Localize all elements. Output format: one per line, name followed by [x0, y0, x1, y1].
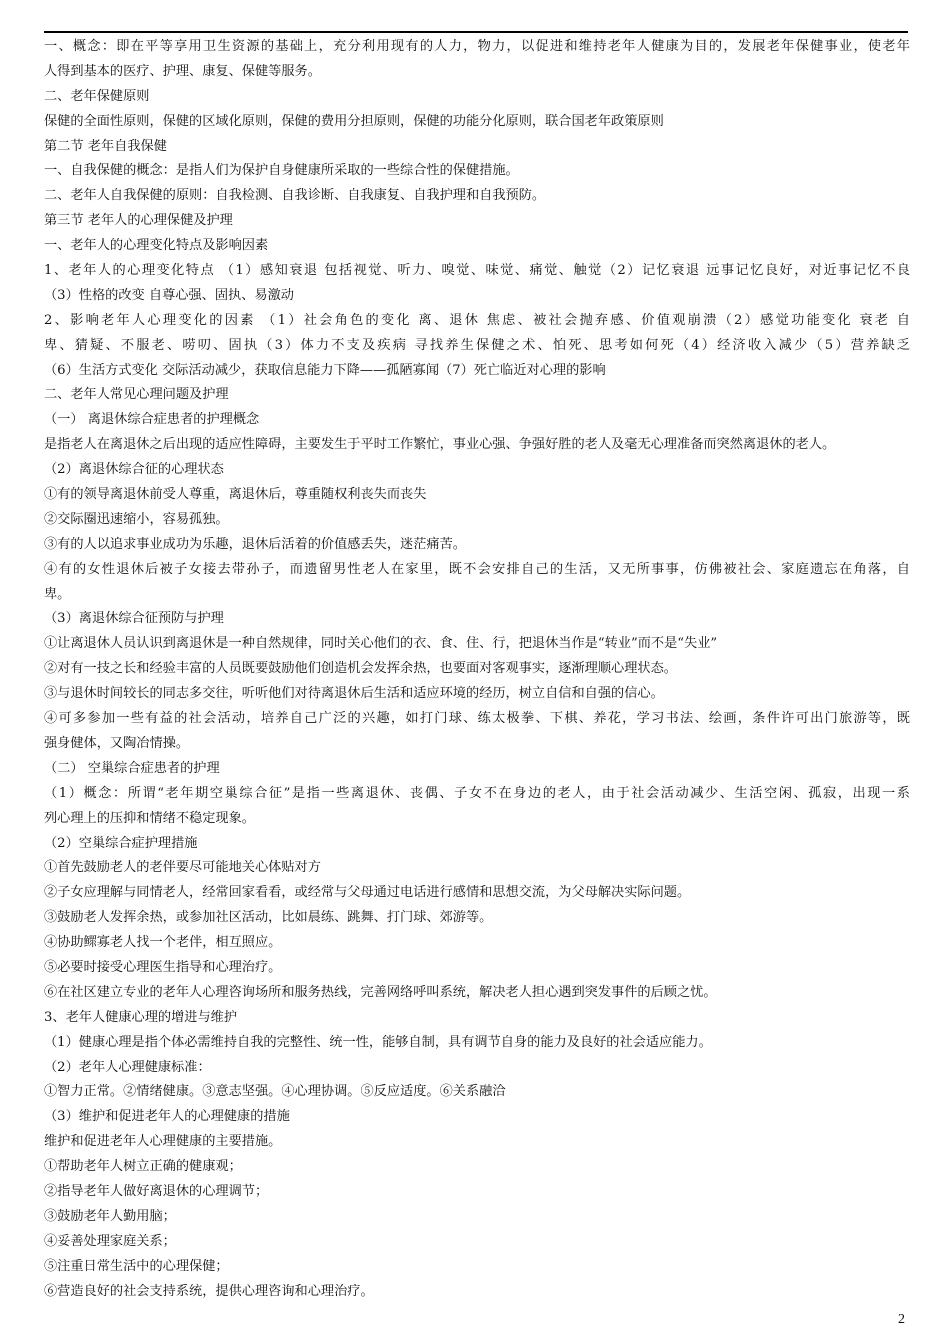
text-line: ①帮助老年人树立正确的健康观； — [44, 1159, 242, 1175]
text-line: ②交际圈迅速缩小，容易孤独。 — [44, 511, 229, 527]
text-line: 是指老人在离退休之后出现的适应性障碍，主要发生于平时工作繁忙，事业心强、争强好胜的老人及毫无心理准备而突然离退休的老人。 — [44, 437, 836, 453]
text-line: 2、影响老年人心理变化的因素 （1）社会角色的变化 离、退休 焦虑、被社会抛弃感、价值观崩溃（2）感觉功能变化 衰老 自 — [44, 312, 910, 328]
text-line: ②对有一技之长和经验丰富的人员既要鼓励他们创造机会发挥余热，也要面对客观事实，逐渐理顺心理状态。 — [44, 661, 677, 677]
text-line: ③有的人以追求事业成功为乐趣，退休后活着的价值感丢失，迷茫痛苦。 — [44, 536, 466, 552]
text-line: 一、老年人的心理变化特点及影响因素 — [44, 238, 269, 254]
text-line: ④协助鳏寡老人找一个老伴，相互照应。 — [44, 935, 282, 951]
text-line: （3）维护和促进老年人的心理健康的措施 — [44, 1109, 290, 1125]
text-line: 一、概念：即在平等享用卫生资源的基础上，充分利用现有的人力，物力，以促进和维持老年人健康为目的，发展老年保健事业，使老年 — [44, 39, 910, 54]
text-line: ④可多参加一些有益的社会活动，培养自己广泛的兴趣，如打门球、练太极拳、下棋、养花，学习书法、绘画，条件许可出门旅游等，既 — [44, 711, 910, 727]
text-line: ③与退休时间较长的同志多交往，听听他们对待离退休后生活和适应环境的经历，树立自信和自强的信心。 — [44, 686, 664, 702]
text-line: 二、老年保健原则 — [44, 88, 150, 104]
text-line: 维护和促进老年人心理健康的主要措施。 — [44, 1134, 282, 1150]
text-line: ⑥在社区建立专业的老年人心理咨询场所和服务热线，完善网络呼叫系统，解决老人担心遇到突发事件的后顾之忧。 — [44, 984, 717, 1000]
text-line: ①智力正常。②情绪健康。③意志坚强。④心理协调。⑤反应适度。⑥关系融洽 — [44, 1084, 506, 1100]
text-line: ②子女应理解与同情老人，经常回家看看，或经常与父母通过电话进行感情和思想交流，为父母解决实际问题。 — [44, 885, 691, 901]
text-line: 第三节 老年人的心理保健及护理 — [44, 213, 233, 229]
text-line: （3）性格的改变 自尊心强、固执、易激动 — [44, 287, 294, 303]
text-line: ①有的领导离退休前受人尊重，离退休后，尊重随权利丧失而丧失 — [44, 487, 427, 503]
text-line: 第二节 老年自我保健 — [44, 138, 167, 154]
text-line: 卑、猜疑、不服老、唠叨、固执（3）体力不支及疾病 寻找养生保健之术、怕死、思考如何死（4）经济收入减少（5）营养缺乏 — [44, 337, 910, 353]
text-line: （1）健康心理是指个体必需维持自我的完整性、统一性，能够自制，具有调节自身的能力及良好的社会适应能力。 — [44, 1034, 712, 1050]
header-rule — [44, 31, 908, 33]
text-line: ⑥营造良好的社会支持系统，提供心理咨询和心理治疗。 — [44, 1283, 374, 1299]
text-line: 一、自我保健的概念：是指人们为保护自身健康所采取的一些综合性的保健措施。 — [44, 163, 519, 179]
text-line: （6）生活方式变化 交际活动减少，获取信息能力下降——孤陋寡闻（7）死亡临近对心理的影响 — [44, 362, 606, 378]
page-number: 2 — [898, 1312, 905, 1327]
text-line: 强身健体，又陶冶情操。 — [44, 735, 190, 751]
text-line: 卑。 — [44, 586, 71, 602]
text-line: ③鼓励老人发挥余热，或参加社区活动，比如晨练、跳舞、打门球、郊游等。 — [44, 910, 493, 926]
text-line: ①让离退休人员认识到离退休是一种自然规律，同时关心他们的衣、食、住、行，把退休当作是“转业”而不是“失业” — [44, 636, 718, 652]
text-line: ④有的女性退休后被子女接去带孙子，而遗留男性老人在家里，既不会安排自己的生活，又无所事事，仿佛被社会、家庭遗忘在角落，自 — [44, 561, 910, 577]
text-line: ①首先鼓励老人的老伴要尽可能地关心体贴对方 — [44, 860, 321, 876]
text-line: 人得到基本的医疗、护理、康复、保健等服务。 — [44, 63, 321, 79]
text-line: （一） 离退休综合症患者的护理概念 — [44, 412, 260, 428]
document-body — [44, 35, 910, 1304]
text-line: 列心理上的压抑和情绪不稳定现象。 — [44, 810, 255, 826]
text-line: 二、老年人常见心理问题及护理 — [44, 387, 229, 403]
text-line: 保健的全面性原则，保健的区域化原则，保健的费用分担原则，保健的功能分化原则，联合国老年政策原则 — [44, 113, 664, 129]
text-line: ②指导老年人做好离退休的心理调节； — [44, 1183, 269, 1199]
text-line: ⑤必要时接受心理医生指导和心理治疗。 — [44, 959, 282, 975]
text-line: （二） 空巢综合症患者的护理 — [44, 760, 220, 776]
text-line: （2）空巢综合症护理措施 — [44, 835, 198, 851]
text-line: （3）离退休综合征预防与护理 — [44, 611, 224, 627]
text-line: （2）离退休综合征的心理状态 — [44, 462, 224, 478]
text-line: ③鼓励老年人勤用脑； — [44, 1208, 176, 1224]
text-line: ④妥善处理家庭关系； — [44, 1233, 176, 1249]
text-line: （1）概念：所谓“老年期空巢综合征”是指一些离退休、丧偶、子女不在身边的老人，由于社会活动减少、生活空闲、孤寂，出现一系 — [44, 785, 910, 801]
text-line: （2）老年人心理健康标准： — [44, 1059, 211, 1075]
text-line: 二、老年人自我保健的原则：自我检测、自我诊断、自我康复、自我护理和自我预防。 — [44, 188, 546, 204]
text-line: ⑤注重日常生活中的心理保健； — [44, 1258, 229, 1274]
text-line: 1、老年人的心理变化特点 （1）感知衰退 包括视觉、听力、嗅觉、味觉、痛觉、触觉（2）记忆衰退 远事记忆良好，对近事记忆不良 — [44, 263, 910, 279]
text-line: 3、老年人健康心理的增进与维护 — [44, 1009, 238, 1025]
